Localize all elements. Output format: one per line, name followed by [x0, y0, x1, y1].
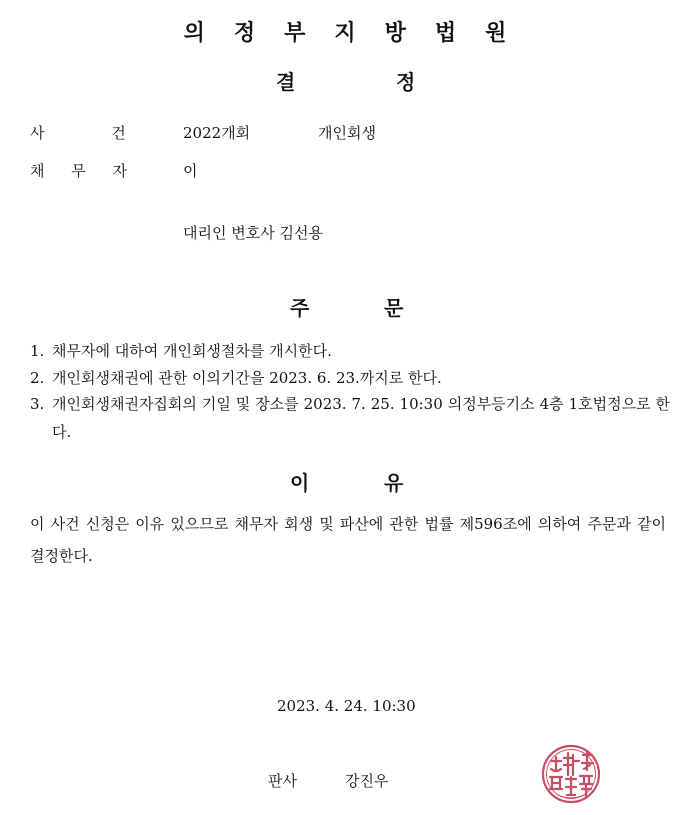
case-name: 개인회생 — [318, 124, 376, 142]
order-item-text: 개인회생채권에 관한 이의기간을 2023. 6. 23.까지로 한다. — [52, 369, 442, 387]
debtor-label: 채 무 자 — [30, 162, 128, 180]
order-item-text: 개인회생채권자집회의 기일 및 장소를 2023. 7. 25. 10:30 의정부등기소 4층 1호법정으로 한다. — [52, 395, 670, 441]
order-item — [30, 390, 670, 446]
order-item-number: 3. — [30, 395, 45, 413]
order-heading-first: 주 — [290, 296, 310, 320]
reason-heading-second: 유 — [384, 471, 404, 495]
case-number: 2022개회 — [183, 124, 251, 142]
debtor-name: 이 — [183, 162, 198, 180]
doc-title-first: 결 — [276, 70, 296, 94]
debtor-agent: 대리인 변호사 김선용 — [183, 224, 323, 242]
decision-date: 2023. 4. 24. 10:30 — [277, 697, 416, 715]
judge-name: 강진우 — [345, 772, 389, 790]
reason-heading-first: 이 — [290, 471, 310, 495]
order-item — [30, 364, 670, 392]
order-item — [30, 337, 670, 365]
court-name: 의정부지방법원 — [183, 21, 536, 46]
order-heading-second: 문 — [384, 296, 404, 320]
judge-title: 판사 — [268, 772, 297, 790]
doc-title-second: 정 — [396, 70, 416, 94]
case-label: 사 건 — [30, 124, 126, 142]
court-seal — [540, 743, 602, 805]
order-item-number: 2. — [30, 369, 45, 387]
order-item-number: 1. — [30, 342, 45, 360]
reason-text: 이 사건 신청은 이유 있으므로 채무자 회생 및 파산에 관한 법률 제596조에 의하여 주문과 같이 결정한다. — [30, 515, 666, 565]
order-item-text: 채무자에 대하여 개인회생절차를 개시한다. — [52, 342, 332, 360]
